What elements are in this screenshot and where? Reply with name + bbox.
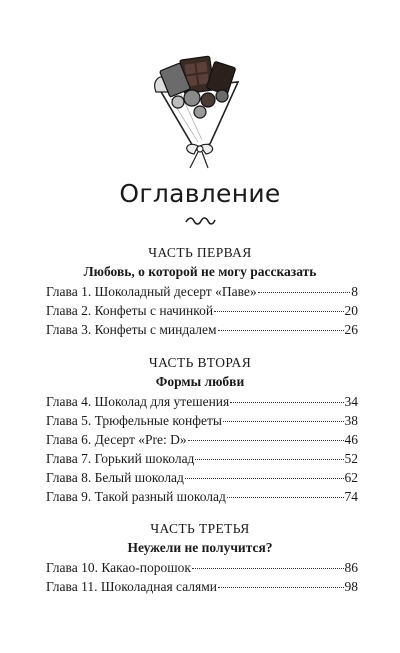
page-number: 52 [344, 451, 358, 466]
chapter-title: Глава 11. Шоколадная салями [46, 579, 218, 594]
part-2-title: ЧАСТЬ ВТОРАЯ [148, 355, 252, 370]
part-2-subtitle: Формы любви [155, 374, 245, 389]
toc-entry-chapter-5[interactable] [46, 412, 358, 429]
page-number: 20 [344, 303, 358, 318]
toc-entry-chapter-2[interactable] [46, 302, 358, 319]
part-3-title: ЧАСТЬ ТРЕТЬЯ [150, 521, 250, 536]
leader-dots [214, 310, 343, 312]
leader-dots [218, 329, 344, 331]
part-3-subtitle: Неужели не получится? [127, 540, 273, 555]
leader-dots [258, 291, 351, 293]
leader-dots [192, 567, 344, 569]
chapter-title: Глава 10. Какао-порошок [46, 560, 191, 575]
page-number: 98 [344, 579, 358, 594]
chocolate-bouquet-icon [150, 52, 250, 170]
leader-dots [188, 439, 344, 441]
toc-entry-chapter-10[interactable] [46, 559, 358, 576]
toc-entry-chapter-4[interactable] [46, 393, 358, 410]
page-number: 86 [344, 560, 358, 575]
toc-entry-chapter-11[interactable] [46, 578, 358, 595]
chapter-title: Глава 1. Шоколадный десерт «Паве» [46, 284, 257, 299]
squiggle-divider-icon [184, 216, 216, 226]
part-1-subtitle: Любовь, о которой не могу рассказать [83, 264, 317, 279]
part-1-title: ЧАСТЬ ПЕРВАЯ [148, 245, 252, 260]
leader-dots [185, 477, 344, 479]
page-number: 62 [344, 470, 358, 485]
page-number: 26 [344, 322, 358, 337]
chapter-title: Глава 6. Десерт «Pre: D» [46, 432, 187, 447]
toc-entry-chapter-8[interactable] [46, 469, 358, 486]
toc-entry-chapter-1[interactable] [46, 283, 358, 300]
chapter-title: Глава 8. Белый шоколад [46, 470, 184, 485]
leader-dots [227, 496, 344, 498]
chapter-title: Глава 4. Шоколад для утешения [46, 394, 230, 409]
chapter-title: Глава 3. Конфеты с миндалем [46, 322, 217, 337]
toc-entry-chapter-7[interactable] [46, 450, 358, 467]
leader-dots [195, 458, 343, 460]
leader-dots [218, 586, 343, 588]
chapter-title: Глава 7. Горький шоколад [46, 451, 195, 466]
toc-heading: Оглавление [119, 179, 281, 208]
page-number: 38 [344, 413, 358, 428]
leader-dots [223, 420, 344, 422]
chapter-title: Глава 9. Такой разный шоколад [46, 489, 226, 504]
toc-entry-chapter-6[interactable] [46, 431, 358, 448]
leader-dots [230, 401, 343, 403]
page-number: 34 [344, 394, 358, 409]
toc-entry-chapter-3[interactable] [46, 321, 358, 338]
toc-entry-chapter-9[interactable] [46, 488, 358, 505]
chapter-title: Глава 2. Конфеты с начинкой [46, 303, 214, 318]
page-number: 8 [351, 284, 358, 299]
page-number: 46 [344, 432, 358, 447]
chapter-title: Глава 5. Трюфельные конфеты [46, 413, 222, 428]
page-number: 74 [344, 489, 358, 504]
